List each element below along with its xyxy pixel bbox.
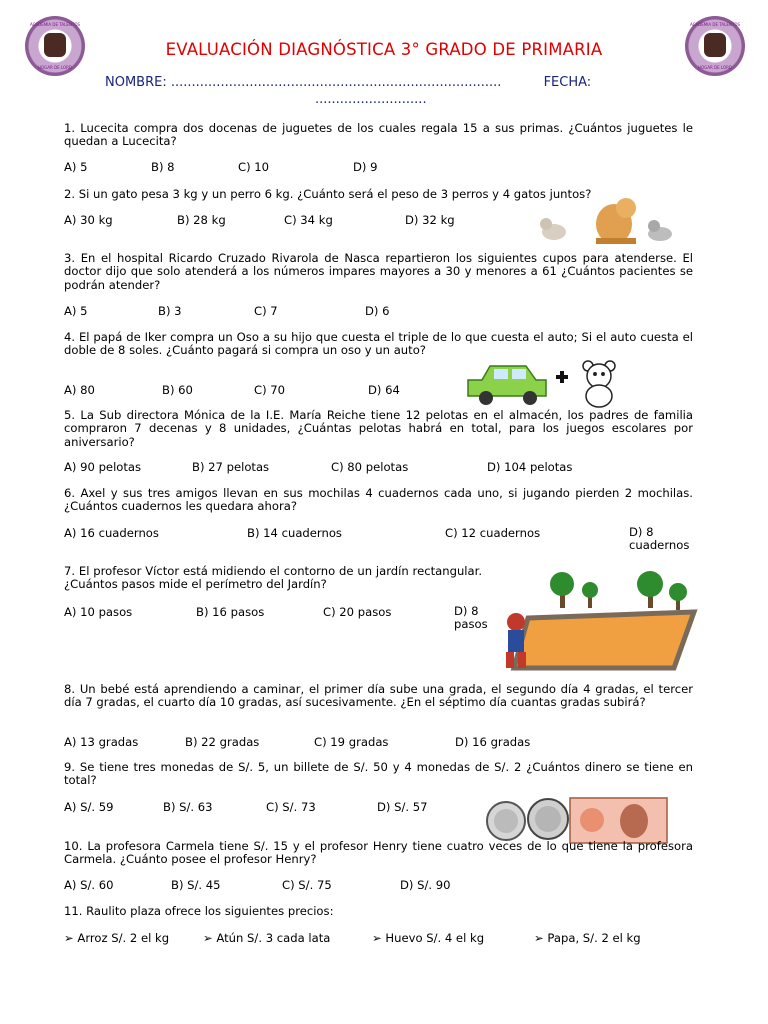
q7-option-c[interactable]: C) 20 pasos xyxy=(323,605,392,619)
q9-option-a[interactable]: A) S/. 59 xyxy=(64,800,114,814)
kitten-icon xyxy=(648,220,672,241)
q1-option-a[interactable]: A) 5 xyxy=(64,160,88,174)
q9-option-c[interactable]: C) S/. 73 xyxy=(266,800,316,814)
price-item-arroz: ➢ Arroz S/. 2 el kg xyxy=(64,931,170,945)
tree-icon xyxy=(582,582,598,608)
q5-option-b[interactable]: B) 27 pelotas xyxy=(192,460,270,474)
question-11-text: 11. Raulito plaza ofrece los siguientes precios: xyxy=(64,904,334,918)
q6-option-d-label: D) 8 cuadernos xyxy=(629,525,690,553)
page-title: EVALUACIÓN DIAGNÓSTICA 3° GRADO DE PRIMARIA xyxy=(165,40,603,59)
q8-option-c[interactable]: C) 19 gradas xyxy=(314,735,389,749)
logo-text-bottom: HOGAR DE LORD xyxy=(37,65,72,70)
question-1-text: 1. Lucecita compra dos docenas de juguetes de los cuales regala 15 a sus primas. ¿Cuántos juguetes le quedan a Lucecita? xyxy=(64,121,693,149)
nombre-label: NOMBRE: ................................................................................ xyxy=(105,75,502,90)
q2-option-b[interactable]: B) 28 kg xyxy=(177,213,226,227)
dog-icon xyxy=(596,198,636,244)
q4-option-d[interactable]: D) 64 xyxy=(368,383,400,397)
q9-option-d[interactable]: D) S/. 57 xyxy=(377,800,428,814)
tree-icon xyxy=(637,571,663,608)
q3-option-a[interactable]: A) 5 xyxy=(64,304,88,318)
q4-option-c[interactable]: C) 70 xyxy=(254,383,286,397)
price-item-huevo: ➢ Huevo S/. 4 el kg xyxy=(372,931,485,945)
kitten-icon xyxy=(540,218,566,240)
logo-text-top: ACADEMIA DE TALENTOS xyxy=(689,22,741,27)
q7-option-a[interactable]: A) 10 pasos xyxy=(64,605,133,619)
price-item-papa: ➢ Papa, S/. 2 el kg xyxy=(534,931,641,945)
logo-text-top: ACADEMIA DE TALENTOS xyxy=(29,22,81,27)
q6-option-d[interactable] xyxy=(64,526,693,553)
car-bear-illustration xyxy=(464,358,636,410)
question-2-text: 2. Si un gato pesa 3 kg y un perro 6 kg. ¿Cuánto será el peso de 3 perros y 4 gatos juntos? xyxy=(64,187,592,201)
cats-dog-illustration xyxy=(536,194,682,250)
q8-option-d[interactable]: D) 16 gradas xyxy=(455,735,531,749)
q5-option-a[interactable]: A) 90 pelotas xyxy=(64,460,142,474)
q7-option-b[interactable]: B) 16 pasos xyxy=(196,605,265,619)
question-8-text-content: 8. Un bebé está aprendiendo a caminar, el primer día sube una grada, el segundo día 4 gradas, el tercer día 7 gradas, el cuarto día 10 gradas, así sucesivamente. ¿En el séptimo día cuantas gradas subirá? xyxy=(64,682,693,710)
q5-option-c[interactable]: C) 80 pelotas xyxy=(331,460,409,474)
q7-option-d[interactable]: D) 8 pasos xyxy=(454,604,488,632)
q2-option-d[interactable]: D) 32 kg xyxy=(405,213,455,227)
question-5-text: 5. La Sub directora Mónica de la I.E. María Reiche tiene 12 pelotas en el almacén, los padres de familia compraron 7 decenas y 8 unidades, ¿Cuántas pelotas habrá en total, para los juegos escolares por aniversario? xyxy=(64,408,693,449)
student-name-field[interactable] xyxy=(105,75,665,90)
price-item-atun: ➢ Atún S/. 3 cada lata xyxy=(203,931,331,945)
q3-option-d[interactable]: D) 6 xyxy=(365,304,390,318)
q6-option-a[interactable]: A) 16 cuadernos xyxy=(64,526,159,540)
coin-icon xyxy=(528,799,568,839)
q10-option-c[interactable]: C) S/. 75 xyxy=(282,878,332,892)
question-3-text: 3. En el hospital Ricardo Cruzado Rivarola de Nasca repartieron los siguientes cupos para atenderse. El doctor dijo que solo atenderá a los números impares mayores a 30 y menores a 61 ¿Cuántos pacientes se podrán atender? xyxy=(64,251,693,292)
q4-option-a[interactable]: A) 80 xyxy=(64,383,95,397)
question-6-text: 6. Axel y sus tres amigos llevan en sus mochilas 4 cuadernos cada uno, si jugando pierden 2 mochilas. ¿Cuántos cuadernos les quedara ahora? xyxy=(64,486,693,514)
q2-option-c[interactable]: C) 34 kg xyxy=(284,213,333,227)
q1-option-b[interactable]: B) 8 xyxy=(151,160,175,174)
q8-option-a[interactable]: A) 13 gradas xyxy=(64,735,139,749)
garden-illustration xyxy=(498,570,702,680)
q10-option-a[interactable]: A) S/. 60 xyxy=(64,878,114,892)
fecha-label: FECHA: xyxy=(543,75,592,90)
question-10-text: 10. La profesora Carmela tiene S/. 15 y el profesor Henry tiene cuatro veces de lo que tiene la profesora Carmela. ¿Cuánto posee el profesor Henry? xyxy=(64,839,693,867)
question-4-text: 4. El papá de Iker compra un Oso a su hijo que cuesta el triple de lo que cuesta el auto; Si el auto cuesta el doble de 8 soles. ¿Cuánto pagará si compra un oso y un auto? xyxy=(64,330,693,358)
question-8-text xyxy=(64,683,693,710)
coin-icon xyxy=(487,802,525,840)
q8-option-b[interactable]: B) 22 gradas xyxy=(185,735,260,749)
question-9-text: 9. Se tiene tres monedas de S/. 5, un billete de S/. 50 y 4 monedas de S/. 2 ¿Cuántos dinero se tiene en total? xyxy=(64,760,693,788)
date-field[interactable]: ........................... xyxy=(315,92,427,107)
q6-option-b[interactable]: B) 14 cuadernos xyxy=(247,526,342,540)
q5-option-d[interactable]: D) 104 pelotas xyxy=(487,460,573,474)
q10-option-b[interactable]: B) S/. 45 xyxy=(171,878,221,892)
teddy-bear-icon xyxy=(583,361,615,407)
tree-icon xyxy=(550,572,574,608)
q6-option-c[interactable]: C) 12 cuadernos xyxy=(445,526,541,540)
car-icon xyxy=(468,366,546,405)
q1-option-c[interactable]: C) 10 xyxy=(238,160,270,174)
q3-option-b[interactable]: B) 3 xyxy=(158,304,182,318)
q1-option-d[interactable]: D) 9 xyxy=(353,160,378,174)
q9-option-b[interactable]: B) S/. 63 xyxy=(163,800,213,814)
question-7-text: 7. El profesor Víctor está midiendo el contorno de un jardín rectangular. ¿Cuántos pasos mide el perímetro del Jardín? xyxy=(64,564,482,592)
q2-option-a[interactable]: A) 30 kg xyxy=(64,213,113,227)
plus-icon xyxy=(556,371,568,383)
logo-text-bottom: HOGAR DE LORD xyxy=(697,65,732,70)
q4-option-b[interactable]: B) 60 xyxy=(162,383,193,397)
garden-rectangle xyxy=(514,612,694,668)
q10-option-d[interactable]: D) S/. 90 xyxy=(400,878,451,892)
tree-icon xyxy=(669,583,687,610)
q3-option-c[interactable]: C) 7 xyxy=(254,304,278,318)
banknote-icon xyxy=(570,798,667,843)
